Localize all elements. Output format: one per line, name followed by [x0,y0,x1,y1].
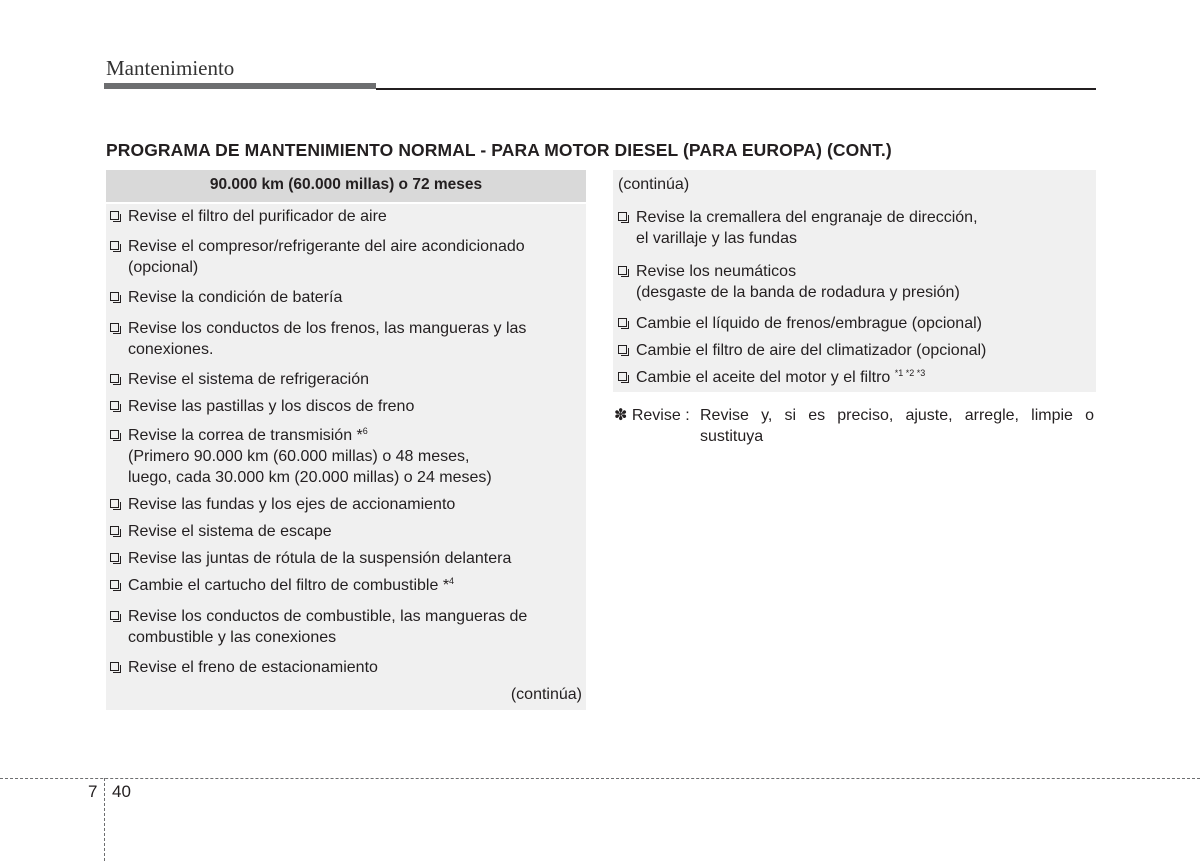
left-item-text: Revise el compresor/refrigerante del aire acondicionado [128,238,525,255]
left-item [108,236,525,278]
left-item-text: (Primero 90.000 km (60.000 millas) o 48 meses, [128,448,470,465]
left-item-line [128,257,525,278]
checkbox-icon [618,266,627,275]
section-header: Mantenimiento [106,56,235,80]
checkbox-icon [110,499,119,508]
right-item-text: Cambie el aceite del motor y el filtro [636,369,895,386]
left-item-line [128,627,527,648]
checkbox-icon [110,292,119,301]
left-item-line [128,467,492,488]
left-item [108,548,511,569]
page-title: PROGRAMA DE MANTENIMIENTO NORMAL - PARA MOTOR DIESEL (PARA EUROPA) (CONT.) [106,140,892,160]
note-definition: Revise y, si es preciso, ajuste, arregle, limpie o sustituya [700,407,1094,445]
left-item-text: Cambie el cartucho del filtro de combustible * [128,577,450,594]
right-item [616,207,978,249]
note [614,405,1094,447]
right-item [616,367,925,388]
footnote-marker: 4 [449,576,455,586]
checkbox-icon [110,526,119,535]
checkbox-icon [110,662,119,671]
page-chapter: 7 [88,782,98,801]
left-item-line [128,446,492,467]
left-item [108,206,387,227]
left-item-line [128,318,526,339]
cont-left: (continúa) [510,686,582,703]
left-item-line [128,548,511,569]
left-item-text: (opcional) [128,259,199,276]
footer-dash-vertical [104,778,105,861]
left-item-text: luego, cada 30.000 km (20.000 millas) o 24 meses) [128,469,492,486]
left-item-line [128,657,378,678]
left-item [108,287,342,308]
left-item [108,494,455,515]
right-item [616,261,960,303]
left-item-line [128,369,369,390]
right-item-line [636,282,960,303]
checkbox-icon [110,401,119,410]
left-item [108,521,332,542]
left-item [108,606,527,648]
header-rule-thin [376,88,1096,90]
right-item-line [636,313,982,334]
right-item [616,313,982,334]
left-item-line [128,425,492,446]
right-item-line [636,340,986,361]
header-rule-thick [104,83,376,89]
right-item-text: (desgaste de la banda de rodadura y presión) [636,284,960,301]
left-item [108,318,526,360]
checkbox-icon [110,580,119,589]
left-item-line [128,236,525,257]
right-item-text: Revise los neumáticos [636,263,797,280]
right-item-text: el varillaje y las fundas [636,230,797,247]
checkbox-icon [110,374,119,383]
checkbox-icon [110,323,119,332]
left-item-line [128,339,526,360]
left-item-line [128,206,387,227]
checkbox-icon [110,430,119,439]
left-item-text: Revise la condición de batería [128,289,343,306]
left-item [108,657,378,678]
checkbox-icon [618,345,627,354]
left-item-text: Revise el sistema de escape [128,523,332,540]
left-item-text: combustible y las conexiones [128,629,337,646]
left-item-text: conexiones. [128,341,214,358]
left-item-text: Revise la correa de transmisión * [128,427,363,444]
note-key: ✽ Revise : [614,407,690,424]
checkbox-icon [110,611,119,620]
left-item-text: Revise el freno de estacionamiento [128,659,378,676]
left-item-text: Revise las juntas de rótula de la suspensión delantera [128,550,512,567]
left-item [108,369,369,390]
left-item-line [128,606,527,627]
left-item-line [128,396,414,417]
left-item-text: Revise las pastillas y los discos de freno [128,398,415,415]
right-item-text: Revise la cremallera del engranaje de dirección, [636,209,978,226]
right-item-line [636,261,960,282]
right-item [616,340,986,361]
checkbox-icon [618,372,627,381]
left-item-text: Revise los conductos de los frenos, las mangueras y las [128,320,527,337]
left-item-line [128,287,342,308]
left-item [108,396,414,417]
checkbox-icon [110,241,119,250]
left-item [108,425,492,488]
left-item-text: Revise las fundas y los ejes de accionamiento [128,496,456,513]
right-item-text: Cambie el filtro de aire del climatizador (opcional) [636,342,987,359]
footnote-marker: *1 *2 *3 [894,368,926,378]
interval-heading: 90.000 km (60.000 millas) o 72 meses [106,170,586,204]
right-item-text: Cambie el líquido de frenos/embrague (opcional) [636,315,982,332]
left-item-text: Revise los conductos de combustible, las mangueras de [128,608,528,625]
right-item-line [636,207,978,228]
checkbox-icon [618,318,627,327]
right-item-line [636,228,978,249]
page-number: 40 [112,782,131,801]
left-item [108,575,454,596]
right-item-line [636,367,925,388]
cont-right: (continúa) [618,176,690,193]
checkbox-icon [110,553,119,562]
left-item-line [128,521,332,542]
footnote-marker: 6 [362,426,368,436]
checkbox-icon [110,211,119,220]
left-item-text: Revise el sistema de refrigeración [128,371,369,388]
left-item-line [128,494,455,515]
footer-dash-horizontal [0,778,1200,779]
left-item-text: Revise el filtro del purificador de aire [128,208,387,225]
left-item-line [128,575,454,596]
checkbox-icon [618,212,627,221]
